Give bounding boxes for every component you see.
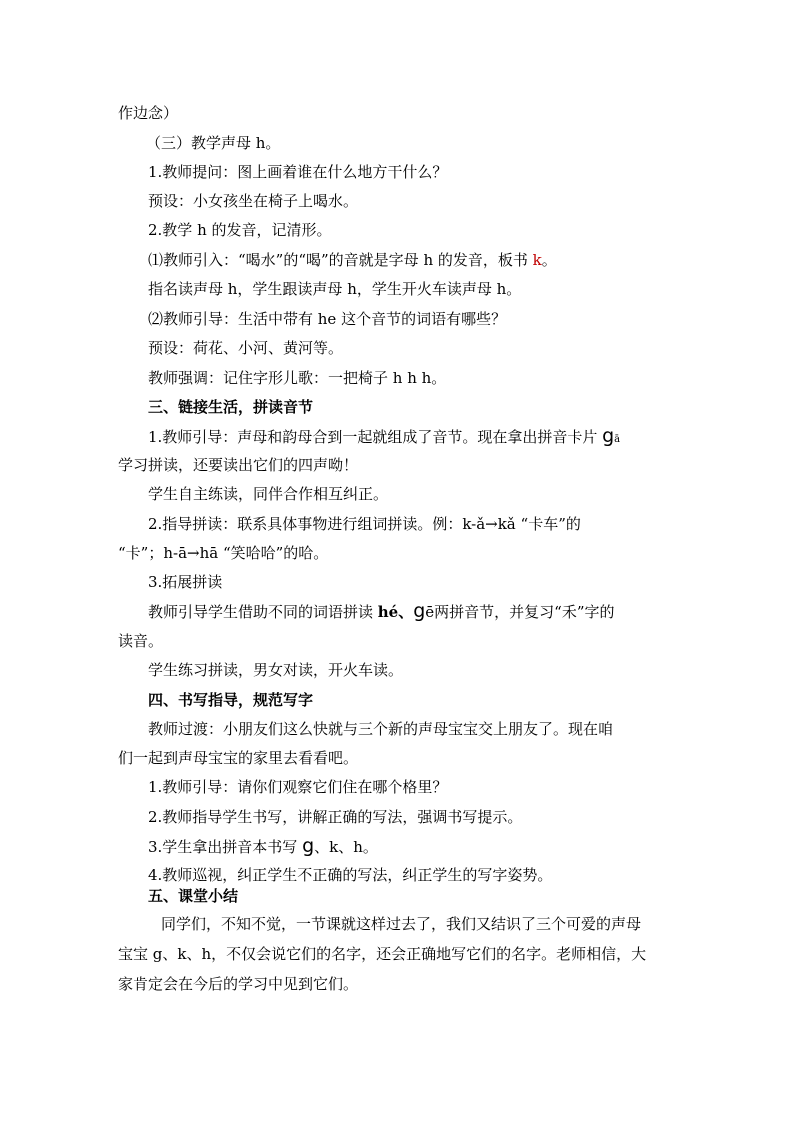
text-span: ⑴教师引入：“喝水”的“喝”的音就是字母 h 的发音，板书 [148,251,533,269]
red-letter-k: k [532,251,542,269]
text-span: 、k、h。 [314,838,378,856]
text-line [148,250,557,270]
text-line: 学习拼读，还要读出它们的四声呦！ [118,456,359,474]
text-span: 。 [541,251,557,269]
text-line: 2.教师指导学生书写，讲解正确的写法，强调书写提示。 [148,808,523,826]
section-heading: 三、链接生活，拼读音节 [148,398,314,416]
section-heading: 五、课堂小结 [148,887,239,905]
text-line: 2.指导拼读：联系具体事物进行组词拼读。例：k-ǎ→kǎ “卡车”的 [148,515,581,533]
text-line [148,836,378,857]
pinyin-g-glyph: g [602,425,615,447]
section-heading: 四、书写指导，规范写字 [148,691,314,709]
text-line: 学生自主练读，同伴合作相互纠正。 [148,485,389,503]
pinyin-bold: hé、 [377,603,414,621]
text-line: 读音。 [118,632,164,650]
text-span: ē两拼音节，并复习“禾”字的 [425,603,615,621]
text-span: 3.学生拿出拼音本书写 [148,838,303,856]
text-line: 1.教师引导：请你们观察它们住在哪个格里？ [148,778,448,796]
pinyin-g-glyph: g [413,600,426,622]
pinyin-g-glyph: g [302,835,315,857]
text-line [148,601,615,622]
text-line: 宝宝 g、k、h，不仅会说它们的名字，还会正确地写它们的名字。老师相信，大 [118,945,647,963]
text-line: 作边念） [118,104,179,122]
text-line: “卡”；h-ā→hā “笑哈哈”的哈。 [118,544,329,562]
text-line: 4.教师巡视，纠正学生不正确的写法，纠正学生的写字姿势。 [148,866,553,884]
text-line: 预设：荷花、小河、黄河等。 [148,339,344,357]
text-span: 1.教师引导：声母和韵母合到一起就组成了音节。现在拿出拼音卡片 [148,428,603,446]
text-line: 教师过渡：小朋友们这么快就与三个新的声母宝宝交上朋友了。现在咱 [148,720,614,738]
subsection-heading: （三）教学声母 h。 [146,134,281,152]
text-line: 1.教师提问：图上画着谁在什么地方干什么？ [148,163,448,181]
text-line: 们一起到声母宝宝的家里去看看吧。 [118,749,359,767]
text-line: 2.教学 h 的发音，记清形。 [148,221,332,239]
text-line: 3.拓展拼读 [148,573,223,591]
text-line: 同学们，不知不觉，一节课就这样过去了，我们又结识了三个可爱的声母 [161,915,642,933]
text-line: 家肯定会在今后的学习中见到它们。 [118,975,359,993]
text-line: 预设：小女孩坐在椅子上喝水。 [148,192,359,210]
text-line: 学生练习拼读，男女对读，开火车读。 [148,661,404,679]
text-line: 教师强调：记住字形儿歌：一把椅子 h h h。 [148,369,447,387]
text-line: 指名读声母 h，学生跟读声母 h，学生开火车读声母 h。 [148,280,522,298]
pinyin-tone: ā [614,434,621,445]
text-line [148,426,620,450]
text-span: 教师引导学生借助不同的词语拼读 [148,603,378,621]
text-line: ⑵教师引导：生活中带有 he 这个音节的词语有哪些？ [148,310,507,328]
